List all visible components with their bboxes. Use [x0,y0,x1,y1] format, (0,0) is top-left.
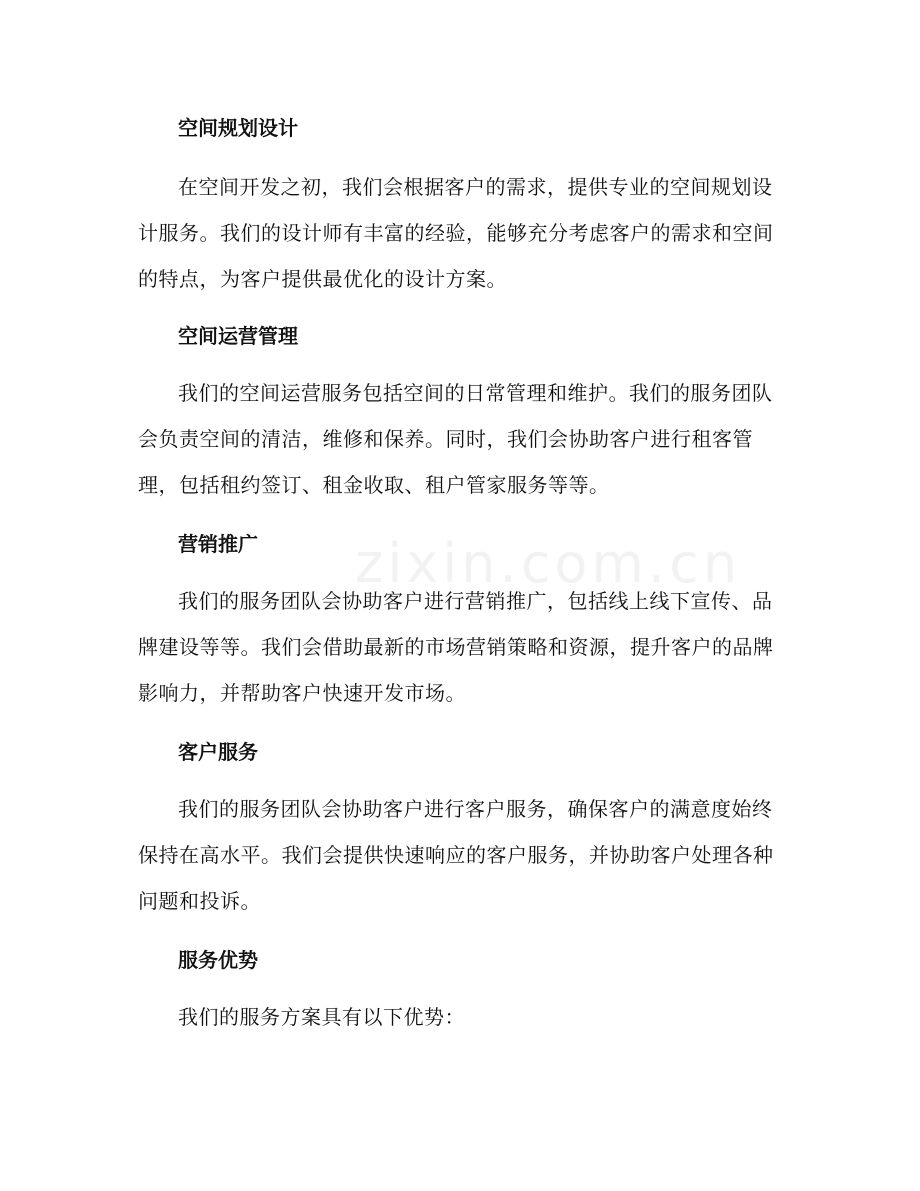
section-paragraph: 我们的服务团队会协助客户进行客户服务，确保客户的满意度始终保持在高水平。我们会提供快速响应的客户服务，并协助客户处理各种问题和投诉。 [138,797,774,913]
section-heading: 空间规划设计 [178,116,298,140]
section-paragraph: 我们的服务团队会协助客户进行营销推广，包括线上线下宣传、品牌建设等等。我们会借助最新的市场营销策略和资源，提升客户的品牌影响力，并帮助客户快速开发市场。 [138,589,774,705]
section-paragraph: 我们的服务方案具有以下优势： [178,1005,465,1029]
section-marketing [138,524,774,716]
section-paragraph: 我们的空间运营服务包括空间的日常管理和维护。我们的服务团队会负责空间的清洁，维修和保养。同时，我们会协助客户进行租客管理，包括租约签订、租金收取、租户管家服务等等。 [138,381,773,497]
section-heading: 营销推广 [178,532,258,556]
section-space-planning [138,108,774,302]
document-body [138,108,774,1040]
section-heading: 空间运营管理 [178,324,298,348]
section-paragraph: 在空间开发之初，我们会根据客户的需求，提供专业的空间规划设计服务。我们的设计师有丰富的经验，能够充分考虑客户的需求和空间的特点，为客户提供最优化的设计方案。 [138,175,774,291]
section-customer-service [138,732,774,924]
section-heading: 客户服务 [178,740,258,764]
section-service-advantages [138,940,774,1040]
section-space-operation [138,316,774,508]
section-heading: 服务优势 [178,948,258,972]
watermark: zixin.com.cn [355,532,742,595]
